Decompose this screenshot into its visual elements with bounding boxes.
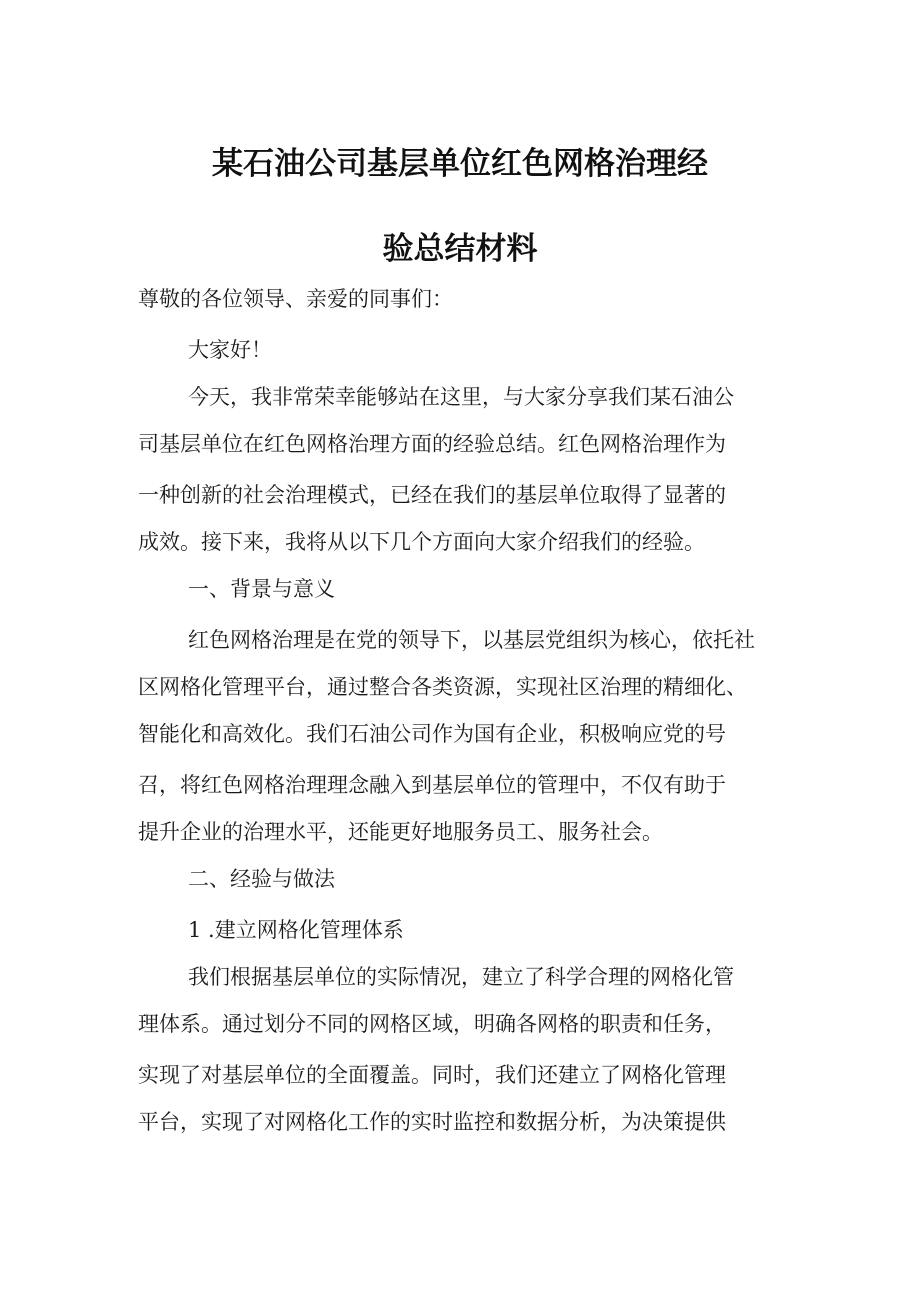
paragraph-line: 实现了对基层单位的全面覆盖。同时，我们还建立了网格化管理 [138, 1063, 726, 1087]
paragraph-line: 一种创新的社会治理模式，已经在我们的基层单位取得了显著的 [138, 483, 726, 507]
paragraph-line: 智能化和高效化。我们石油公司作为国有企业，积极响应党的号 [138, 722, 726, 746]
document-title-line-2: 验总结材料 [382, 231, 538, 267]
paragraph-line: 司基层单位在红色网格治理方面的经验总结。红色网格治理作为 [138, 432, 726, 456]
section-heading: 二、经验与做法 [188, 867, 335, 891]
paragraph-line: 提升企业的治理水平，还能更好地服务员工、服务社会。 [138, 820, 663, 844]
paragraph-line: 区网格化管理平台，通过整合各类资源，实现社区治理的精细化、 [138, 675, 747, 699]
paragraph-line: 召，将红色网格治理理念融入到基层单位的管理中，不仅有助于 [138, 773, 726, 797]
paragraph-line: 成效。接下来，我将从以下几个方面向大家介绍我们的经验。 [138, 530, 705, 554]
greeting: 尊敬的各位领导、亲爱的同事们： [138, 287, 453, 311]
paragraph-line: 平台，实现了对网格化工作的实时监控和数据分析，为决策提供 [138, 1110, 726, 1134]
paragraph-line: 红色网格治理是在党的领导下，以基层党组织为核心，依托社 [188, 628, 755, 652]
subsection-heading: 1 .建立网格化管理体系 [188, 918, 404, 942]
paragraph-line: 我们根据基层单位的实际情况，建立了科学合理的网格化管 [188, 965, 734, 989]
section-heading: 一、背景与意义 [188, 577, 335, 601]
paragraph-line: 今天，我非常荣幸能够站在这里，与大家分享我们某石油公 [188, 385, 734, 409]
document-title-line-1: 某石油公司基层单位红色网格治理经 [212, 146, 708, 182]
hello-line: 大家好！ [188, 338, 272, 362]
paragraph-line: 理体系。通过划分不同的网格区域，明确各网格的职责和任务， [138, 1012, 726, 1036]
